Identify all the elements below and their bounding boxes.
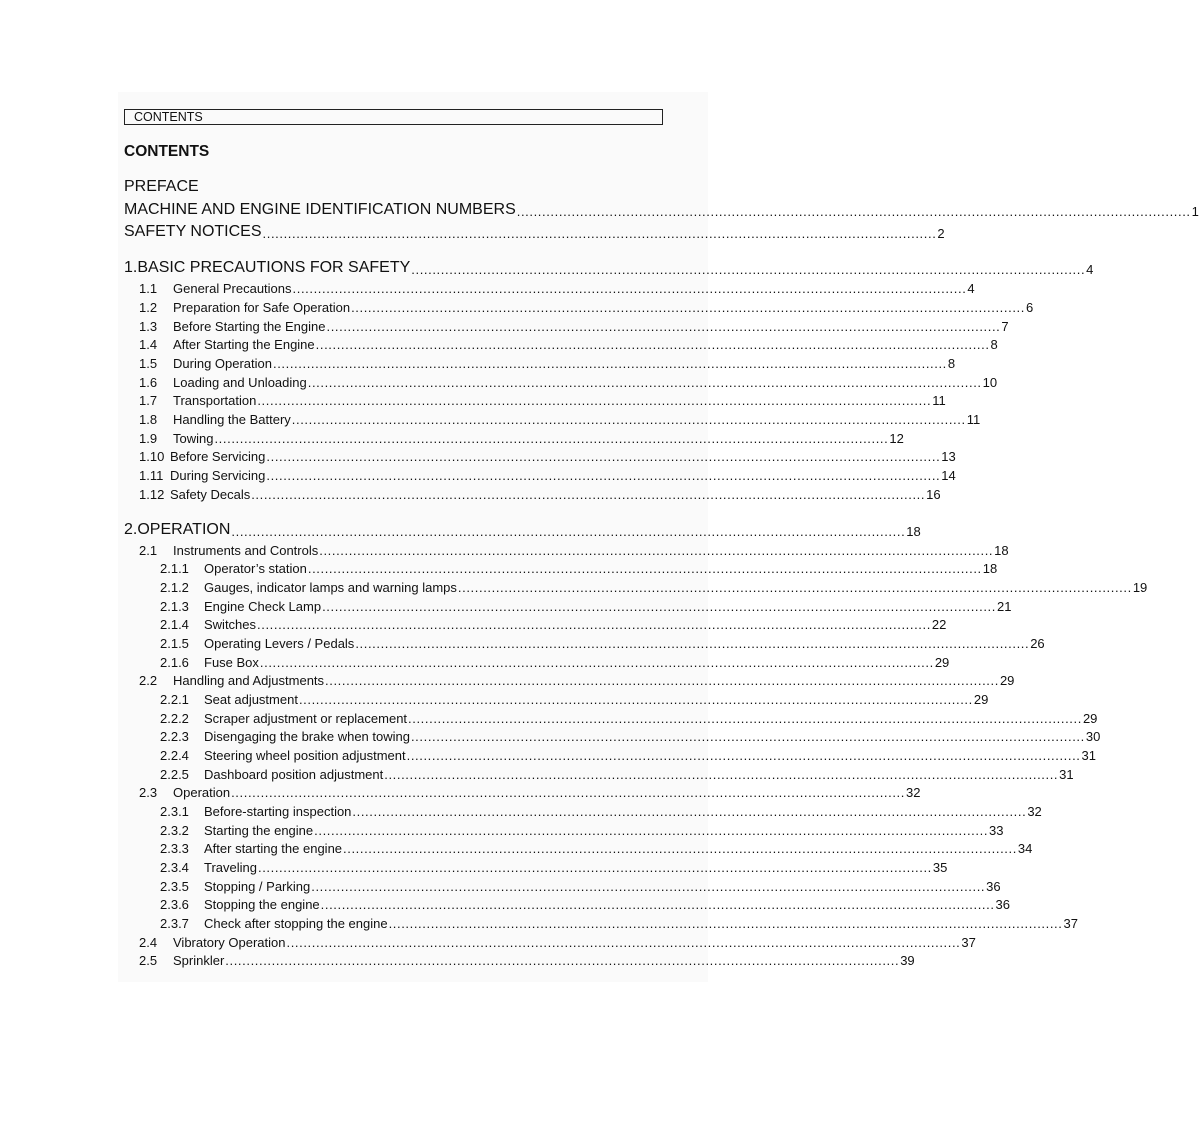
toc-entry-number: 1.9 [139, 431, 158, 446]
toc-entry [139, 445, 956, 464]
toc-entry-page: 4 [967, 281, 975, 296]
toc-entry-number: 1.12 [139, 487, 165, 502]
toc-entry [124, 518, 921, 539]
toc-dot-leader: ................................................................................................................................................................ [355, 636, 1030, 651]
toc-entry-number: 2.3.2 [160, 823, 189, 838]
toc-entry [160, 856, 948, 875]
running-header [124, 109, 663, 125]
toc-entry-page: 31 [1081, 748, 1096, 763]
toc-entry-number: 2.1.2 [160, 580, 189, 595]
toc-entry-title: Scraper adjustment or replacement [204, 711, 408, 726]
toc-entry-page: 13 [941, 449, 956, 464]
toc-entry [139, 464, 956, 483]
running-header-label: CONTENTS [134, 110, 203, 124]
toc-dot-leader: ................................................................................................................................................................ [457, 580, 1132, 595]
toc-entry-number: 2.2.1 [160, 692, 189, 707]
toc-entry-title: Check after stopping the engine [204, 916, 388, 931]
toc-entry-title: SAFETY NOTICES [124, 223, 262, 240]
toc-entry-page: 36 [986, 879, 1001, 894]
toc-entry-number: 2.3.4 [160, 860, 189, 875]
toc-entry-number: 2.4 [139, 935, 158, 950]
toc-entry-title: After Starting the Engine [173, 337, 315, 352]
toc-entry [160, 725, 1101, 744]
toc-entry-title: Preparation for Safe Operation [173, 300, 351, 315]
toc-entry [160, 893, 1011, 912]
toc-entry-title: Loading and Unloading [173, 375, 307, 390]
toc-entry-title: During Servicing [170, 468, 266, 483]
toc-dot-leader: ................................................................................................................................................................ [319, 543, 994, 558]
toc-dot-leader: ................................................................................................................................................................ [291, 412, 966, 427]
toc-entry-page: 34 [1017, 841, 1033, 856]
toc-entry-title: Seat adjustment [204, 692, 298, 707]
toc-entry-page: 32 [1027, 804, 1042, 819]
toc-dot-leader: ................................................................................................................................................................ [298, 692, 973, 707]
toc-entry [160, 912, 1078, 931]
toc-entry [160, 688, 989, 707]
toc-dot-leader: ................................................................................................................................................................ [411, 262, 1086, 277]
toc-entry-title: Dashboard position adjustment [204, 767, 384, 782]
toc-entry-number: 2.5 [139, 953, 158, 968]
toc-entry-title: Handling and Adjustments [173, 673, 325, 688]
toc-entry [160, 632, 1045, 651]
toc-dot-leader: ................................................................................................................................................................ [351, 300, 1025, 315]
toc-dot-leader: ................................................................................................................................................................ [410, 729, 1085, 744]
toc-entry-page: 35 [932, 860, 948, 875]
toc-entry-title: Stopping the engine [204, 897, 320, 912]
toc-entry-page: 2 [937, 226, 945, 241]
toc-entry-number: 2.3.6 [160, 897, 189, 912]
toc-dot-leader: ................................................................................................................................................................ [266, 449, 941, 464]
toc-entry [124, 220, 945, 241]
toc-entry [139, 483, 941, 502]
toc-dot-leader: ................................................................................................................................................................ [231, 524, 906, 539]
toc-entry-title: Vibratory Operation [173, 935, 286, 950]
toc-entry-page: 18 [982, 561, 998, 576]
toc-entry-number: 2.3.3 [160, 841, 189, 856]
toc-dot-leader: ................................................................................................................................................................ [311, 879, 986, 894]
toc-entry-title: Transportation [173, 393, 257, 408]
toc-entry-page: 30 [1085, 729, 1101, 744]
toc-dot-leader: ................................................................................................................................................................ [343, 841, 1017, 856]
toc-entry [160, 875, 1001, 894]
toc-entry-page: 7 [1001, 319, 1009, 334]
toc-entry-page: 18 [906, 524, 921, 539]
toc-entry-page: 11 [966, 412, 981, 427]
toc-entry-page: 4 [1086, 262, 1094, 277]
toc-entry-number: 1.11 [139, 468, 164, 483]
toc-entry-page: 21 [996, 599, 1012, 614]
toc-entry-number: 1.3 [139, 319, 158, 334]
toc-entry [160, 576, 1148, 595]
toc-entry-title: General Precautions [173, 281, 292, 296]
toc-entry-page: 8 [990, 337, 998, 352]
toc-dot-leader: ................................................................................................................................................................ [325, 673, 999, 688]
toc-entry [139, 371, 998, 390]
toc-entry-number: 1.1 [139, 281, 158, 296]
toc-dot-leader: ................................................................................................................................................................ [257, 393, 932, 408]
toc-dot-leader: ................................................................................................................................................................ [273, 356, 947, 371]
toc-entry-title: Starting the engine [204, 823, 314, 838]
toc-entry-page: 19 [1132, 580, 1148, 595]
toc-entry-number: 1.10 [139, 449, 165, 464]
toc-dot-leader: ................................................................................................................................................................ [231, 785, 905, 800]
toc-entry-title: Operation [173, 785, 231, 800]
toc-entry-title: Traveling [204, 860, 257, 875]
toc-dot-leader: ................................................................................................................................................................ [516, 204, 1191, 219]
toc-entry [160, 557, 998, 576]
toc-entry-number: 1.7 [139, 393, 158, 408]
toc-dot-leader: ................................................................................................................................................................ [326, 319, 1001, 334]
toc-entry [160, 763, 1074, 782]
toc-dot-leader: ................................................................................................................................................................ [257, 860, 932, 875]
toc-entry [139, 315, 1009, 334]
toc-entry-page: 37 [1063, 916, 1078, 931]
toc-dot-leader: ................................................................................................................................................................ [322, 599, 996, 614]
toc-dot-leader: ................................................................................................................................................................ [307, 375, 982, 390]
toc-entry [160, 595, 1012, 614]
toc-entry-number: 2.2 [139, 673, 158, 688]
toc-entry-number: 2.1.4 [160, 617, 189, 632]
toc-entry [160, 744, 1096, 763]
toc-dot-leader: ................................................................................................................................................................ [286, 935, 961, 950]
toc-entry [139, 781, 921, 800]
toc-entry-number: 2.1.6 [160, 655, 189, 670]
toc-entry-number: 2.2.5 [160, 767, 189, 782]
toc-entry-title: During Operation [173, 356, 272, 371]
toc-entry-page: 37 [961, 935, 976, 950]
toc-entry-number: 2. [124, 521, 138, 538]
toc-entry [139, 277, 975, 296]
toc-entry [139, 539, 1009, 558]
toc-entry [139, 352, 956, 371]
toc-entry-number: 2.1 [139, 543, 158, 558]
toc-entry-title: Gauges, indicator lamps and warning lamps [204, 580, 457, 595]
toc-entry-page: 36 [995, 897, 1011, 912]
toc-entry-page: 18 [994, 543, 1009, 558]
toc-dot-leader: ................................................................................................................................................................ [262, 226, 937, 241]
toc-entry-page: 10 [982, 375, 998, 390]
toc-entry-page: 39 [900, 953, 915, 968]
toc-entry-title: BASIC PRECAUTIONS FOR SAFETY [137, 259, 411, 276]
toc-entry-page: 29 [973, 692, 989, 707]
toc-entry-page: 29 [934, 655, 950, 670]
toc-entry [139, 296, 1034, 315]
toc-entry-page: 11 [932, 393, 946, 408]
toc-dot-leader: ................................................................................................................................................................ [315, 337, 990, 352]
page-title: CONTENTS [124, 143, 210, 160]
toc-entry-number: 2.3.1 [160, 804, 189, 819]
toc-entry [139, 949, 915, 968]
toc-entry-number: 2.3 [139, 785, 158, 800]
toc-dot-leader: ................................................................................................................................................................ [320, 897, 995, 912]
toc-entry-page: 26 [1030, 636, 1045, 651]
toc-entry [139, 333, 998, 352]
toc-entry-number: 2.2.2 [160, 711, 189, 726]
toc-entry-title: After starting the engine [204, 841, 343, 856]
toc-dot-leader: ................................................................................................................................................................ [257, 617, 931, 632]
toc-entry-title: MACHINE AND ENGINE IDENTIFICATION NUMBERS [124, 201, 516, 218]
toc-entry [139, 931, 976, 950]
toc-entry [139, 669, 1015, 688]
toc-entry-number: 2.1.5 [160, 636, 189, 651]
toc-entry [124, 198, 1199, 219]
toc-entry-title: Before Servicing [170, 449, 266, 464]
toc-entry-title: Stopping / Parking [204, 879, 311, 894]
toc-entry-title: OPERATION [137, 521, 231, 538]
toc-entry-title: Sprinkler [173, 953, 225, 968]
toc-entry-page: 1 [1191, 204, 1199, 219]
toc-dot-leader: ................................................................................................................................................................ [388, 916, 1063, 931]
toc-entry-number: 2.3.7 [160, 916, 189, 931]
toc-dot-leader: ................................................................................................................................................................ [352, 804, 1027, 819]
toc-entry-page: 16 [926, 487, 941, 502]
toc-entry-page: 31 [1059, 767, 1074, 782]
toc-entry [160, 819, 1004, 838]
toc-entry-page: 6 [1025, 300, 1034, 315]
toc-entry-title: Steering wheel position adjustment [204, 748, 406, 763]
toc-dot-leader: ................................................................................................................................................................ [214, 431, 889, 446]
toc-entry [124, 256, 1094, 277]
toc-entry-number: 2.3.5 [160, 879, 189, 894]
toc-entry [139, 408, 981, 427]
toc-entry-page: 33 [989, 823, 1004, 838]
toc-entry-title: Handling the Battery [173, 412, 291, 427]
toc-entry [160, 707, 1098, 726]
toc-entry [160, 613, 947, 632]
toc-entry-title: Before Starting the Engine [173, 319, 326, 334]
toc-entry-title: Towing [173, 431, 214, 446]
toc-entry-title: Fuse Box [204, 655, 259, 670]
toc-dot-leader: ................................................................................................................................................................ [406, 748, 1081, 763]
toc-entry-number: 2.2.4 [160, 748, 189, 763]
toc-entry-page: 14 [941, 468, 956, 483]
toc-dot-leader: ................................................................................................................................................................ [259, 655, 934, 670]
toc-entry-page: 8 [947, 356, 956, 371]
toc-entry-title: Instruments and Controls [173, 543, 319, 558]
toc-entry-title: Safety Decals [170, 487, 251, 502]
toc-dot-leader: ................................................................................................................................................................ [292, 281, 967, 296]
toc-entry [160, 800, 1042, 819]
toc-entry-page: 22 [931, 617, 947, 632]
toc-entry [139, 427, 904, 446]
toc-dot-leader: ................................................................................................................................................................ [384, 767, 1059, 782]
toc-entry-number: 2.1.1 [160, 561, 189, 576]
toc-entry-page: 32 [905, 785, 921, 800]
toc-entry [139, 389, 946, 408]
toc-dot-leader: ................................................................................................................................................................ [251, 487, 926, 502]
toc-entry-title: Operating Levers / Pedals [204, 636, 355, 651]
toc-dot-leader: ................................................................................................................................................................ [314, 823, 989, 838]
toc-entry [160, 837, 1033, 856]
toc-entry-number: 1.8 [139, 412, 158, 427]
toc-entry-number: 1.5 [139, 356, 158, 371]
toc-entry-title: Disengaging the brake when towing [204, 729, 410, 744]
toc-entry-number: 1.4 [139, 337, 158, 352]
toc-entry-title: Before-starting inspection [204, 804, 352, 819]
toc-entry-number: 2.2.3 [160, 729, 189, 744]
toc-entry-number: 2.1.3 [160, 599, 189, 614]
toc-entry-number: 1.6 [139, 375, 158, 390]
toc-entry-page: 29 [999, 673, 1015, 688]
toc-entry-title: Engine Check Lamp [204, 599, 322, 614]
toc-dot-leader: ................................................................................................................................................................ [408, 711, 1082, 726]
toc-entry-page: 12 [889, 431, 904, 446]
toc-entry-number: 1.2 [139, 300, 158, 315]
toc-entry-page: 29 [1082, 711, 1098, 726]
toc-preface: PREFACE [124, 178, 199, 195]
toc-dot-leader: ................................................................................................................................................................ [307, 561, 982, 576]
toc-dot-leader: ................................................................................................................................................................ [225, 953, 900, 968]
toc-entry [160, 651, 950, 670]
toc-entry-title: Operator’s station [204, 561, 307, 576]
toc-entry-title: Switches [204, 617, 257, 632]
toc-entry-number: 1. [124, 259, 138, 276]
toc-dot-leader: ................................................................................................................................................................ [266, 468, 941, 483]
